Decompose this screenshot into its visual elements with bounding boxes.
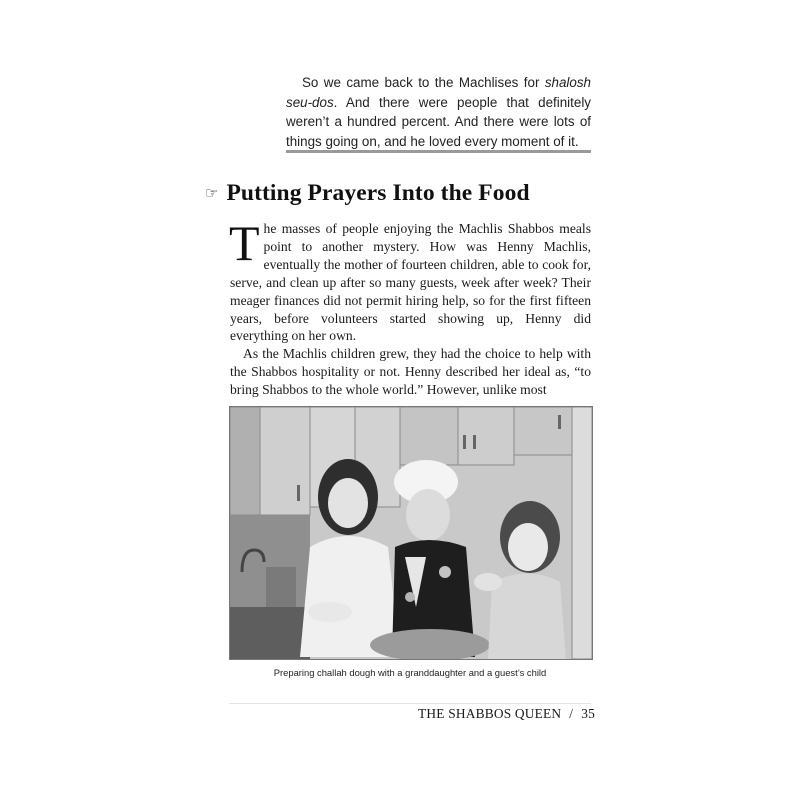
paragraph-1: [229, 215, 591, 345]
section-title: Putting Prayers Into the Food: [226, 179, 530, 206]
pointing-hand-icon: ☞: [205, 185, 219, 202]
kitchen-photo-image: [230, 407, 592, 659]
body-text: [229, 215, 591, 399]
quote-text-1: So we came back to the Machlises for: [302, 75, 545, 90]
running-title: THE SHABBOS QUEEN: [418, 706, 562, 721]
quote-italic-term: shalosh seu-dos: [286, 75, 591, 110]
photo-caption: Preparing challah dough with a granddaughter and a guest’s child: [273, 667, 547, 678]
quote-text-2: . And there were people that definitely weren’t a hundred percent. And there were lots of things going on, and he loved every moment of it.: [286, 94, 591, 149]
paragraph-1-text: he masses of people enjoying the Machlis Shabbos meals point to another mystery. How was Henny Machlis, eventually the mother of fourteen children, able to cook for, serve, and clean up after so many guests, week after week? Their meager finances did not permit hiring help, so for the first fifteen years, before volunteers started showing up, Henny did everything on her own.: [230, 221, 591, 344]
kitchen-photo: [229, 406, 593, 660]
quote-paragraph: [286, 73, 591, 151]
page-footer: [418, 706, 595, 722]
page-number: 35: [581, 706, 595, 721]
paragraph-2: As the Machlis children grew, they had the choice to help with the Shabbos hospitality or not. Henny described her ideal as, “to bring Shabbos to the whole world.” However, unlike most: [230, 346, 591, 398]
section-heading: [205, 176, 530, 210]
footer-divider: [229, 703, 591, 704]
drop-cap: T: [229, 215, 260, 271]
quote-divider: [286, 150, 591, 153]
quote-block: [286, 73, 591, 151]
footer-separator: /: [569, 706, 574, 721]
